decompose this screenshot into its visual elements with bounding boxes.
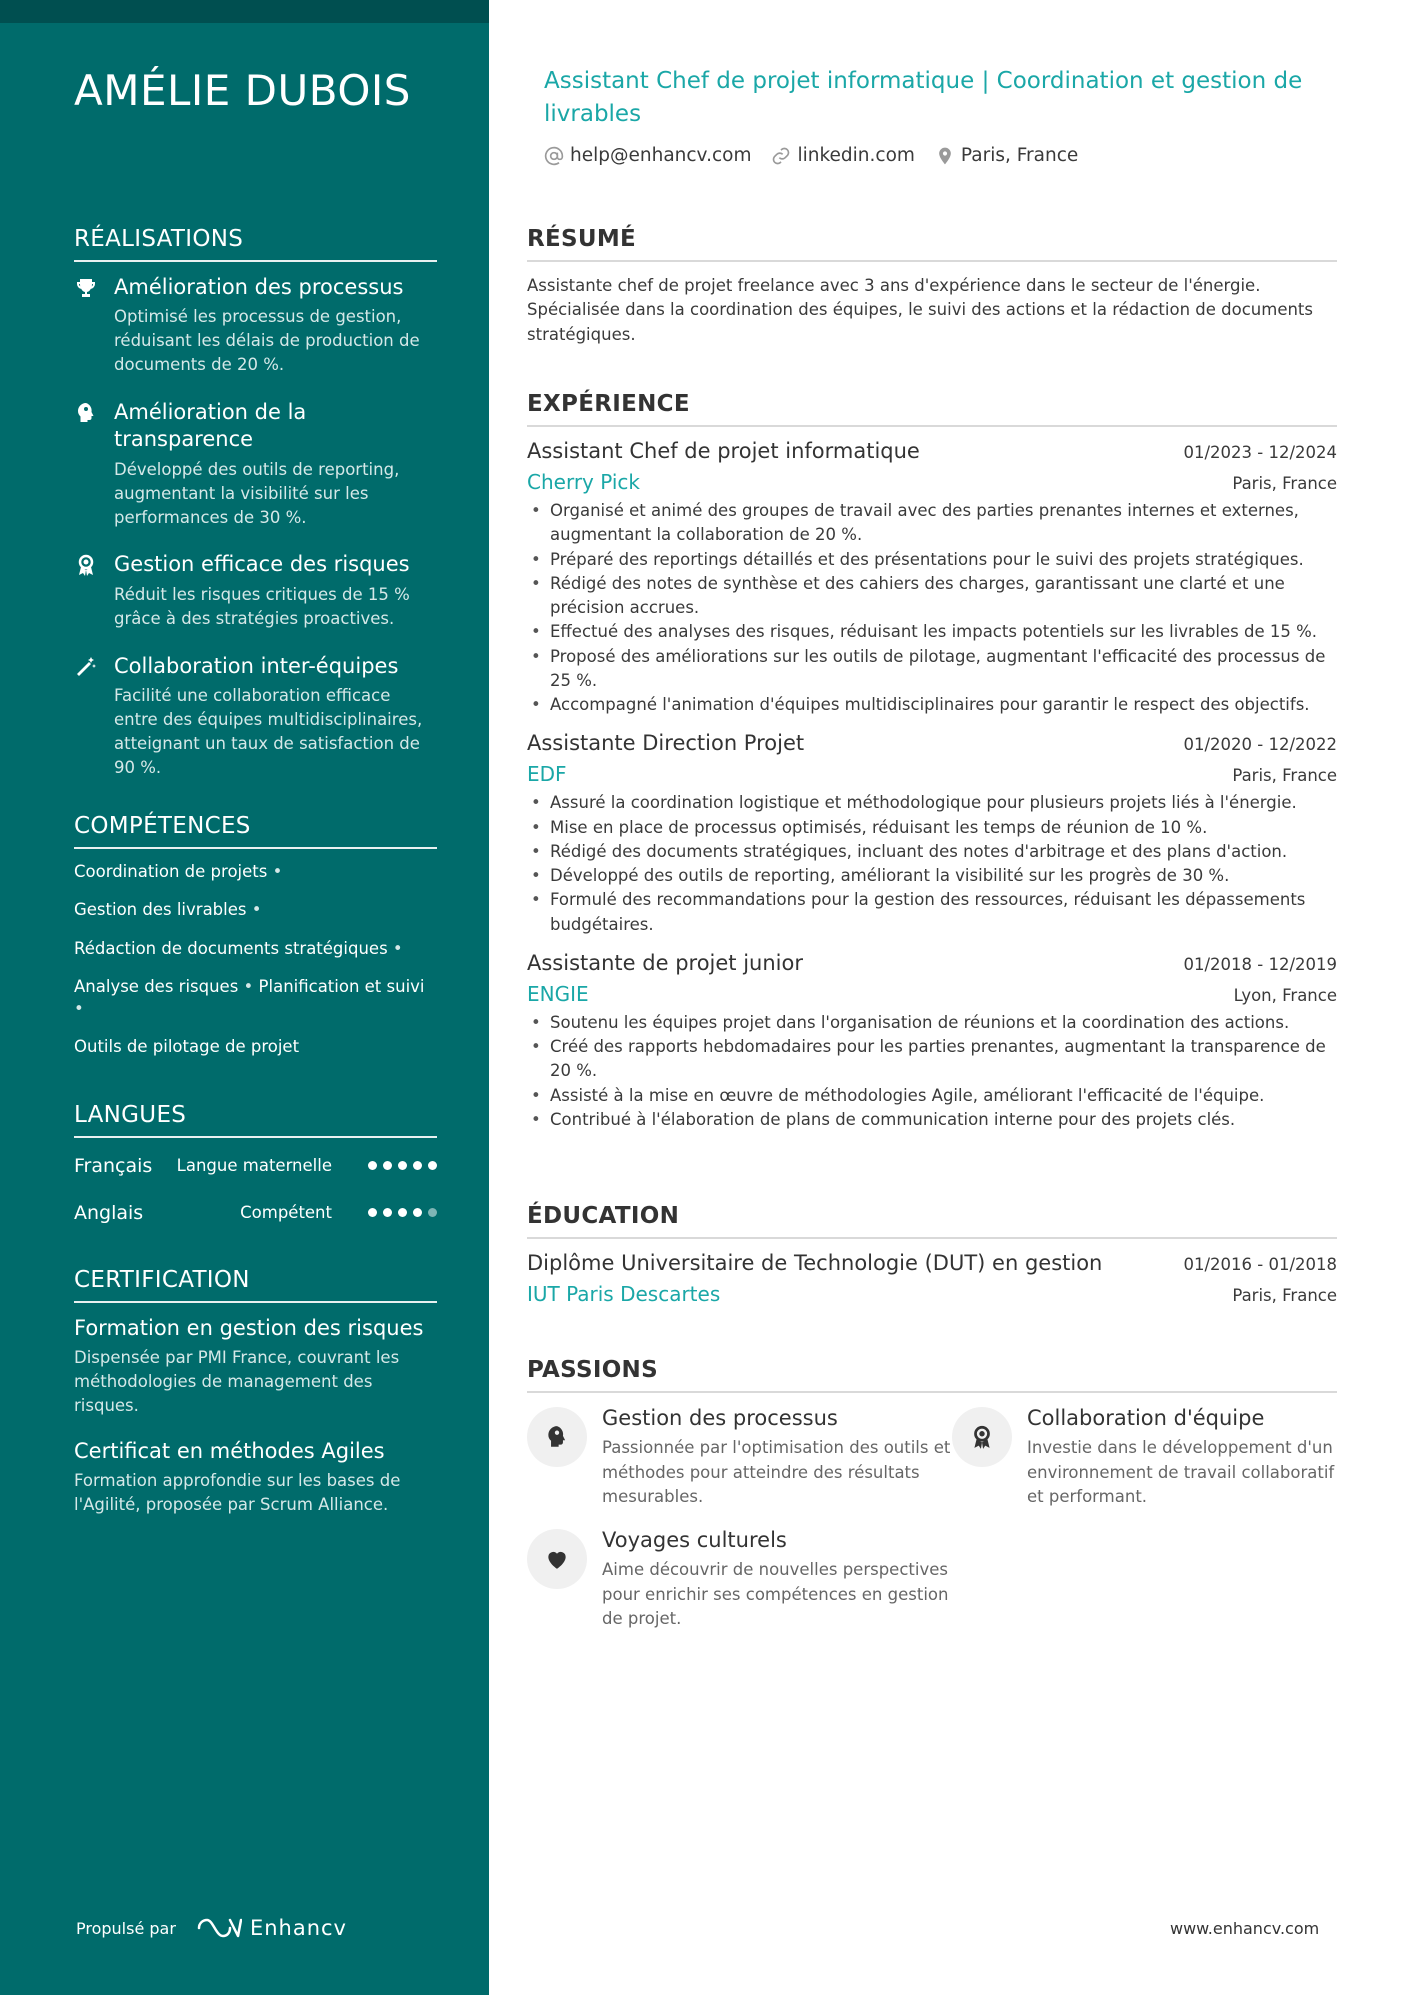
link-icon <box>771 146 791 166</box>
summary-text: Assistante chef de projet freelance avec 3 ans d'expérience dans le secteur de l'énergie. Spécialisée dans la coordination des équipes, le suivi des actions et la rédaction de documents stratégiques. <box>527 276 1313 344</box>
rating-dot-filled <box>428 1161 437 1170</box>
job-dates: 01/2020 - 12/2022 <box>1183 735 1337 755</box>
certification-item <box>74 1438 437 1517</box>
language-name: Anglais <box>74 1201 144 1224</box>
bullet-item: • Contribué à l'élaboration de plans de communication interne pour des projets clés. <box>527 1108 1337 1132</box>
passion-icon-circle <box>952 1407 1012 1467</box>
brain-icon <box>544 1424 570 1450</box>
certification-section <box>74 1267 437 1537</box>
education-item <box>527 1251 1337 1306</box>
bullet-item: • Accompagné l'animation d'équipes multidisciplinaires pour garantir le respect des objectifs. <box>527 693 1337 717</box>
passion-item <box>527 1405 952 1509</box>
enhancv-logo-icon <box>196 1916 242 1940</box>
skill-item: Coordination de projets <box>74 862 268 881</box>
certification-description: Formation approfondie sur les bases de l'Agilité, proposée par Scrum Alliance. <box>74 1471 401 1515</box>
passion-icon-circle <box>527 1407 587 1467</box>
certification-item <box>74 1315 437 1418</box>
enhancv-logo[interactable] <box>196 1916 347 1940</box>
bullet-item: • Développé des outils de reporting, améliorant la visibilité sur les progrès de 30 %. <box>527 864 1337 888</box>
bullet-item: • Créé des rapports hebdomadaires pour les parties prenantes, augmentant la transparence de 20 %. <box>527 1035 1337 1084</box>
bullet-item: • Assisté à la mise en œuvre de méthodologies Agile, améliorant l'efficacité de l'équipe. <box>527 1084 1337 1108</box>
job-location: Paris, France <box>1232 474 1337 493</box>
experience-item <box>527 731 1337 937</box>
job-title: Assistant Chef de projet informatique <box>527 439 920 463</box>
skill-item: Outils de pilotage de projet <box>74 1037 300 1057</box>
language-rating <box>368 1208 437 1217</box>
language-row <box>74 1189 437 1236</box>
rating-dot-empty <box>428 1208 437 1217</box>
achievement-item <box>74 274 437 377</box>
achievement-title: Amélioration de la transparence <box>114 400 307 452</box>
contact-bar <box>544 145 1078 166</box>
summary-heading: RÉSUMÉ <box>527 226 1337 262</box>
bullet-item: • Proposé des améliorations sur les outils de pilotage, augmentant l'efficacité des processus de 25 %. <box>527 645 1337 694</box>
achievement-description: Optimisé les processus de gestion, réduisant les délais de production de documents de 20 %. <box>114 307 420 375</box>
language-level: Compétent <box>240 1203 332 1222</box>
languages-heading: LANGUES <box>74 1102 437 1138</box>
rating-dot-filled <box>398 1161 407 1170</box>
passions-heading: PASSIONS <box>527 1357 1337 1393</box>
passion-description: Aime découvrir de nouvelles perspectives pour enrichir ses compétences en gestion de projet. <box>602 1560 949 1628</box>
passion-title: Gestion des processus <box>602 1406 838 1430</box>
achievement-item <box>74 399 437 529</box>
job-title: Assistante Direction Projet <box>527 731 805 756</box>
bullet-item: • Effectué des analyses des risques, réduisant les impacts potentiels sur les livrables de 15 %. <box>527 620 1337 644</box>
experience-item <box>527 439 1337 717</box>
passion-item <box>527 1527 952 1631</box>
languages-section <box>74 1102 437 1236</box>
trophy-icon <box>74 276 98 300</box>
heart-icon <box>544 1546 570 1572</box>
linkedin-text: linkedin.com <box>797 145 915 166</box>
experience-heading: EXPÉRIENCE <box>527 391 1337 427</box>
passion-description: Investie dans le développement d'un environnement de travail collaboratif et performant. <box>1027 1438 1335 1506</box>
bullet-item: • Assuré la coordination logistique et méthodologique pour plusieurs projets liés à l'énergie. <box>527 791 1337 815</box>
job-bullets <box>527 499 1337 717</box>
bullet-item: • Préparé des reportings détaillés et des présentations pour le suivi des projets stratégiques. <box>527 548 1337 572</box>
job-location: Paris, France <box>1232 766 1337 786</box>
skills-heading: COMPÉTENCES <box>74 813 437 849</box>
experience-item <box>527 951 1337 1132</box>
achievement-item <box>74 551 437 630</box>
achievements-heading: RÉALISATIONS <box>74 226 437 262</box>
language-level: Langue maternelle <box>176 1156 332 1175</box>
job-location: Lyon, France <box>1233 985 1337 1005</box>
sidebar <box>0 0 489 1995</box>
achievement-title: Collaboration inter-équipes <box>114 653 399 678</box>
experience-section <box>527 391 1337 1146</box>
summary-section <box>527 226 1337 347</box>
skill-item: Gestion des livrables <box>74 900 247 920</box>
brain-icon <box>74 401 98 425</box>
award-icon <box>74 553 98 577</box>
language-row <box>74 1142 437 1189</box>
email-text: help@enhancv.com <box>570 145 752 166</box>
skill-item: Analyse des risques <box>74 977 239 997</box>
achievements-section <box>74 226 437 802</box>
company-name: ENGIE <box>527 981 589 1006</box>
company-name: EDF <box>527 762 567 787</box>
bullet-item: • Rédigé des documents stratégiques, incluant des notes d'arbitrage et des plans d'action. <box>527 840 1337 864</box>
passion-title: Voyages culturels <box>602 1528 787 1553</box>
job-dates: 01/2023 - 12/2024 <box>1183 443 1337 462</box>
rating-dot-filled <box>368 1161 377 1170</box>
skill-line: Rédaction de documents stratégiques • <box>74 938 403 958</box>
job-bullets <box>527 791 1337 937</box>
sidebar-top-bar <box>0 0 489 23</box>
powered-by <box>76 1916 347 1940</box>
education-section <box>527 1203 1337 1320</box>
degree-title: Diplôme Universitaire de Technologie (DUT) en gestion <box>527 1251 1103 1275</box>
education-dates: 01/2016 - 01/2018 <box>1183 1255 1337 1274</box>
job-dates: 01/2018 - 12/2019 <box>1183 954 1337 974</box>
website-link[interactable]: www.enhancv.com <box>1170 1919 1320 1938</box>
rating-dot-filled <box>368 1208 377 1217</box>
bullet-item: • Rédigé des notes de synthèse et des cahiers des charges, garantissant une clarté et une précision accrues. <box>527 572 1337 621</box>
achievement-description: Réduit les risques critiques de 15 % grâce à des stratégies proactives. <box>114 584 410 628</box>
passions-section <box>527 1357 1337 1631</box>
language-name: Français <box>74 1154 153 1177</box>
achievement-item <box>74 653 437 780</box>
powered-by-label: Propulsé par <box>76 1918 176 1938</box>
certification-title: Formation en gestion des risques <box>74 1316 424 1340</box>
passion-item <box>952 1405 1337 1509</box>
contact-email[interactable] <box>544 145 751 166</box>
skill-line: Coordination de projets • <box>74 862 283 881</box>
rating-dot-filled <box>383 1208 392 1217</box>
candidate-name: AMÉLIE DUBOIS <box>74 66 411 115</box>
contact-location <box>935 145 1078 166</box>
passion-icon-circle <box>527 1529 587 1589</box>
location-pin-icon <box>935 146 955 166</box>
skill-item: Rédaction de documents stratégiques <box>74 938 388 958</box>
certification-description: Dispensée par PMI France, couvrant les méthodologies de management des risques. <box>74 1348 400 1416</box>
certification-heading: CERTIFICATION <box>74 1267 437 1303</box>
achievement-description: Facilité une collaboration efficace entre des équipes multidisciplinaires, atteignant un taux de satisfaction de 90 %. <box>114 685 423 777</box>
education-heading: ÉDUCATION <box>527 1203 1337 1239</box>
passion-title: Collaboration d'équipe <box>1027 1406 1265 1430</box>
school-name: IUT Paris Descartes <box>527 1282 721 1306</box>
skill-item: Planification et suivi <box>258 977 425 997</box>
bullet-item: • Organisé et animé des groupes de travail avec des parties prenantes internes et externes, augmentant la collaboration de 20 %. <box>527 499 1337 548</box>
enhancv-brand: Enhancv <box>249 1916 347 1940</box>
company-name: Cherry Pick <box>527 470 640 494</box>
skill-line <box>74 1036 437 1057</box>
achievement-title: Gestion efficace des risques <box>114 552 410 577</box>
language-rating <box>368 1161 437 1170</box>
education-location: Paris, France <box>1232 1286 1337 1305</box>
bullet-item: • Soutenu les équipes projet dans l'organisation de réunions et la coordination des actions. <box>527 1011 1337 1035</box>
passion-description: Passionnée par l'optimisation des outils et méthodes pour atteindre des résultats mesurables. <box>602 1438 951 1506</box>
rating-dot-filled <box>413 1208 422 1217</box>
rating-dot-filled <box>413 1161 422 1170</box>
award-icon <box>969 1424 995 1450</box>
job-title: Assistante de projet junior <box>527 950 803 975</box>
magic-wand-icon <box>74 655 98 679</box>
location-text: Paris, France <box>960 145 1079 166</box>
certification-title: Certificat en méthodes Agiles <box>74 1439 385 1464</box>
headline: Assistant Chef de projet informatique | Coordination et gestion de livrables <box>544 68 1303 127</box>
rating-dot-filled <box>398 1208 407 1217</box>
job-bullets <box>527 1011 1337 1132</box>
rating-dot-filled <box>383 1161 392 1170</box>
skills-section <box>74 813 437 1075</box>
contact-linkedin[interactable] <box>771 145 914 166</box>
achievement-title: Amélioration des processus <box>114 275 404 299</box>
bullet-item: • Mise en place de processus optimisés, réduisant les temps de réunion de 10 %. <box>527 816 1337 840</box>
achievement-description: Développé des outils de reporting, augmentant la visibilité sur les performances de 30 %. <box>114 459 400 527</box>
at-icon <box>544 146 564 166</box>
skill-line: Analyse des risques • Planification et suivi • <box>74 977 425 1018</box>
skill-line: Gestion des livrables • <box>74 900 262 920</box>
bullet-item: • Formulé des recommandations pour la gestion des ressources, réduisant les dépassements budgétaires. <box>527 888 1337 937</box>
